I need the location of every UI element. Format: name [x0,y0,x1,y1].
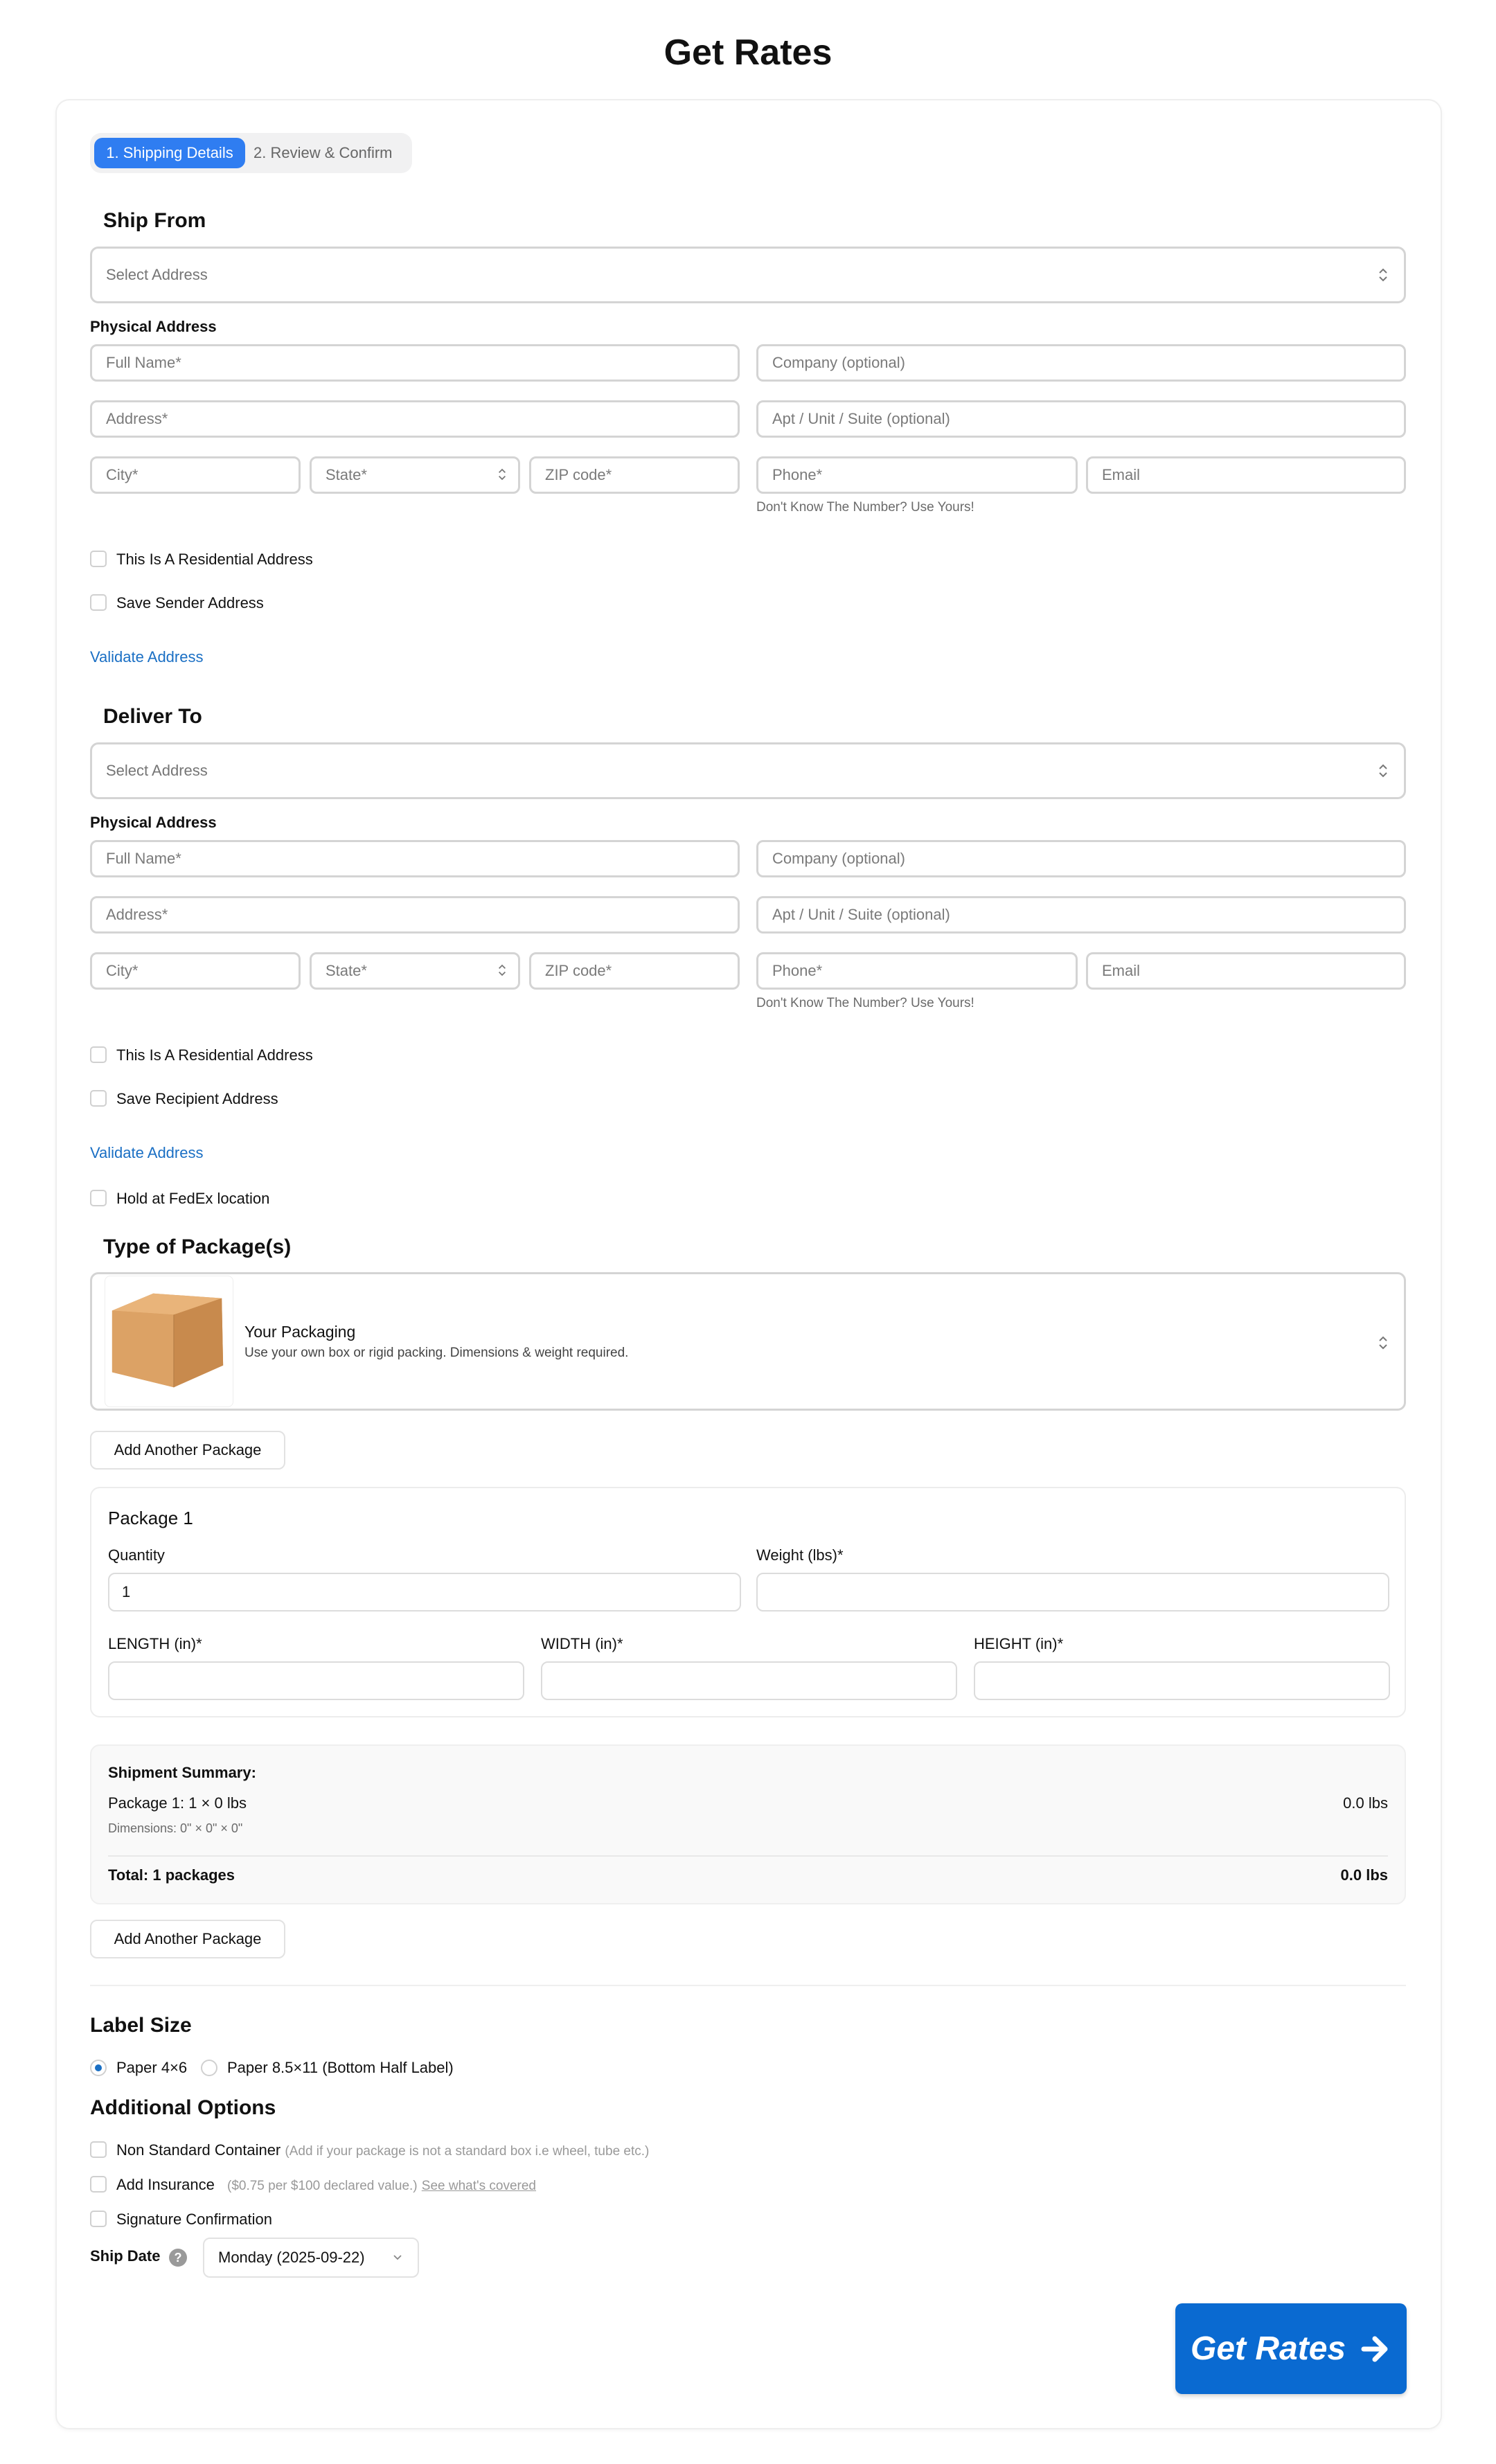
quantity-input[interactable] [108,1573,741,1612]
checkbox-box[interactable] [90,2211,107,2227]
checkbox-label: Save Sender Address [116,594,264,611]
deliver-to-email-input[interactable] [1086,952,1406,990]
height-input[interactable] [974,1661,1390,1700]
summary-title: Shipment Summary: [108,1764,256,1781]
cardboard-box-icon [105,1276,233,1407]
ship-from-phone-input[interactable] [756,456,1078,494]
checkbox-box[interactable] [90,2176,107,2193]
full-name-placeholder: Full Name* [106,354,181,371]
checkbox-label: This Is A Residential Address [116,551,313,568]
weight-input[interactable] [756,1573,1389,1612]
deliver-to-validate-address-link[interactable]: Validate Address [90,1144,204,1161]
checkbox-box[interactable] [90,1046,107,1063]
package-type-title: Your Packaging [244,1323,356,1341]
summary-package-weight: 0.0 lbs [1343,1794,1388,1812]
updown-chevron-icon [1378,1333,1389,1352]
summary-package-line: Package 1: 1 × 0 lbs [108,1794,247,1812]
package-box-image [105,1276,233,1407]
ship-from-state-select[interactable] [310,456,520,494]
address-placeholder: Address* [106,906,168,923]
package-type-heading: Type of Package(s) [103,1235,292,1258]
updown-chevron-icon [1378,761,1389,780]
ship-from-email-input[interactable] [1086,456,1406,494]
deliver-to-heading: Deliver To [103,705,202,728]
chevron-down-icon [393,2253,402,2262]
phone-placeholder: Phone* [772,962,823,979]
checkbox-box[interactable] [90,1190,107,1206]
city-placeholder: City* [106,962,139,979]
ship-from-apt-input[interactable] [756,400,1406,438]
deliver-to-address-input[interactable] [90,896,740,934]
width-label: WIDTH (in)* [541,1635,623,1652]
deliver-to-zip-input[interactable] [529,952,740,990]
label-8x11-radio[interactable] [201,2060,217,2076]
company-placeholder: Company (optional) [772,354,905,371]
checkbox-box[interactable] [90,1090,107,1107]
ship-date-value: Monday (2025-09-22) [218,2249,365,2266]
summary-total: Total: 1 packages [108,1866,235,1884]
checkbox-box[interactable] [90,2141,107,2158]
additional-options-heading: Additional Options [90,2096,276,2119]
tab-shipping-details[interactable]: 1. Shipping Details [94,138,245,168]
ship-from-physical-label: Physical Address [90,318,217,335]
ship-from-full-name-input[interactable] [90,344,740,382]
deliver-to-physical-label: Physical Address [90,814,217,831]
summary-divider [108,1855,1388,1857]
apt-placeholder: Apt / Unit / Suite (optional) [772,906,950,923]
state-placeholder: State* [326,466,367,483]
package-1-card [90,1487,1406,1717]
label-4x6-label: Paper 4×6 [116,2059,188,2076]
deliver-to-apt-input[interactable] [756,896,1406,934]
package-type-select[interactable] [90,1272,1406,1411]
ship-from-validate-address-link[interactable]: Validate Address [90,648,204,666]
apt-placeholder: Apt / Unit / Suite (optional) [772,410,950,427]
email-placeholder: Email [1102,962,1141,979]
page-title: Get Rates [664,33,832,73]
summary-total-weight: 0.0 lbs [1340,1866,1388,1884]
checkbox-label: This Is A Residential Address [116,1046,313,1064]
get-rates-label: Get Rates [1191,2330,1346,2367]
label-size-heading: Label Size [90,2014,192,2037]
add-another-package-button-bottom[interactable]: Add Another Package [90,1920,285,1958]
deliver-to-state-select[interactable] [310,952,520,990]
ship-from-phone-hint: Don't Know The Number? Use Yours! [756,500,974,515]
email-placeholder: Email [1102,466,1141,483]
add-another-package-button[interactable]: Add Another Package [90,1431,285,1470]
length-label: LENGTH (in)* [108,1635,202,1652]
height-label: HEIGHT (in)* [974,1635,1064,1652]
zip-placeholder: ZIP code* [545,962,612,979]
insurance-label: Add Insurance [116,2176,215,2193]
summary-dimensions: Dimensions: 0" × 0" × 0" [108,1821,243,1835]
checkbox-box[interactable] [90,551,107,567]
package-1-title: Package 1 [108,1508,193,1528]
updown-chevron-icon [1378,265,1389,285]
checkbox-label [116,2140,649,2162]
insurance-note: ($0.75 per $100 declared value.) [227,2179,418,2193]
non-standard-label: Non Standard Container [116,2141,281,2159]
ship-from-address-input[interactable] [90,400,740,438]
package-type-description: Use your own box or rigid packing. Dimensions & weight required. [244,1346,629,1360]
ship-date-label: Ship Date [90,2247,161,2265]
non-standard-note: (Add if your package is not a standard box i.e wheel, tube etc.) [285,2144,650,2159]
ship-from-zip-input[interactable] [529,456,740,494]
company-placeholder: Company (optional) [772,850,905,867]
deliver-to-select-placeholder: Select Address [106,762,208,779]
ship-from-company-input[interactable] [756,344,1406,382]
ship-from-heading: Ship From [103,209,206,232]
quantity-label: Quantity [108,1546,165,1564]
weight-label: Weight (lbs)* [756,1546,844,1564]
city-placeholder: City* [106,466,139,483]
checkbox-box[interactable] [90,594,107,611]
ship-from-address-select[interactable] [90,247,1406,303]
deliver-to-address-select[interactable] [90,742,1406,799]
label-4x6-radio[interactable] [90,2060,107,2076]
shipping-form-card [55,99,1442,2429]
address-placeholder: Address* [106,410,168,427]
insurance-coverage-link[interactable]: See what's covered [421,2179,536,2193]
deliver-to-city-input[interactable] [90,952,301,990]
section-divider [90,1985,1406,1986]
tab-review-confirm[interactable]: 2. Review & Confirm [253,144,393,161]
label-8x11-label: Paper 8.5×11 (Bottom Half Label) [227,2059,454,2076]
ship-date-select[interactable] [203,2238,419,2278]
shipment-summary [90,1744,1406,1904]
deliver-to-phone-input[interactable] [756,952,1078,990]
full-name-placeholder: Full Name* [106,850,181,867]
checkbox-label: Save Recipient Address [116,1090,278,1107]
updown-chevron-icon [497,961,507,979]
step-tabs [90,133,412,173]
zip-placeholder: ZIP code* [545,466,612,483]
updown-chevron-icon [497,465,507,483]
ship-from-select-placeholder: Select Address [106,266,208,283]
checkbox-label: Hold at FedEx location [116,1190,270,1207]
width-input[interactable] [541,1661,957,1700]
deliver-to-full-name-input[interactable] [90,840,740,877]
arrow-right-icon [1361,2335,1390,2363]
checkbox-label [116,2175,536,2197]
help-icon[interactable]: ? [169,2249,187,2267]
state-placeholder: State* [326,962,367,979]
length-input[interactable] [108,1661,524,1700]
get-rates-button[interactable] [1175,2303,1407,2394]
deliver-to-phone-hint: Don't Know The Number? Use Yours! [756,996,974,1010]
ship-from-city-input[interactable] [90,456,301,494]
deliver-to-company-input[interactable] [756,840,1406,877]
phone-placeholder: Phone* [772,466,823,483]
quantity-value: 1 [122,1583,131,1600]
checkbox-label: Signature Confirmation [116,2211,273,2228]
